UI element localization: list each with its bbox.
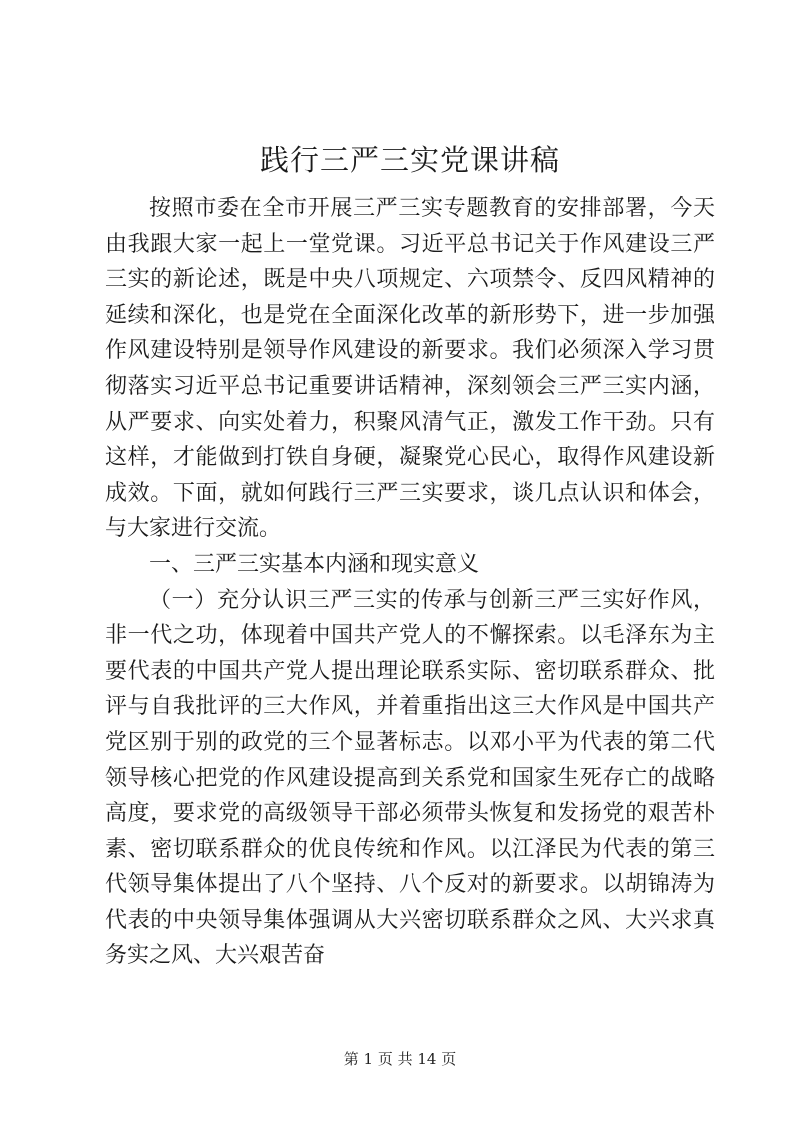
subsection-paragraph: （一）充分认识三严三实的传承与创新三严三实好作风，非一代之功，体现着中国共产党人的不懈探索。以毛泽东为主要代表的中国共产党人提出理论联系实际、密切联系群众、批评与自我批评的三大作风，并着重指出这三大作风是中国共产党区别于别的政党的三个显著标志。以邓小平为代表的第二代领导核心把党的作风建设提高到关系党和国家生死存亡的战略高度，要求党的高级领导干部必须带头恢复和发扬党的艰苦朴素、密切联系群众的优良传统和作风。以江泽民为代表的第三代领导集体提出了八个坚持、八个反对的新要求。以胡锦涛为代表的中央领导集体强调从大兴密切联系群众之风、大兴求真务实之风、大兴艰苦奋 (105, 587, 715, 969)
document-title: 践行三严三实党课讲稿 (259, 143, 560, 177)
document-body (105, 191, 715, 974)
section-heading: 一、三严三实基本内涵和现实意义 (149, 551, 480, 577)
page-footer: 第 1 页 共 14 页 (343, 1050, 457, 1068)
intro-paragraph: 按照市委在全市开展三严三实专题教育的安排部署，今天由我跟大家一起上一堂党课。习近平总书记关于作风建设三严三实的新论述，既是中央八项规定、六项禁令、反四风精神的延续和深化，也是党在全面深化改革的新形势下，进一步加强作风建设特别是领导作风建设的新要求。我们必须深入学习贯彻落实习近平总书记重要讲话精神，深刻领会三严三实内涵，从严要求、向实处着力，积聚风清气正，激发工作干劲。只有这样，才能做到打铁自身硬，凝聚党心民心，取得作风建设新成效。下面，就如何践行三严三实要求，谈几点认识和体会，与大家进行交流。 (105, 196, 715, 542)
document-page (105, 0, 715, 1131)
